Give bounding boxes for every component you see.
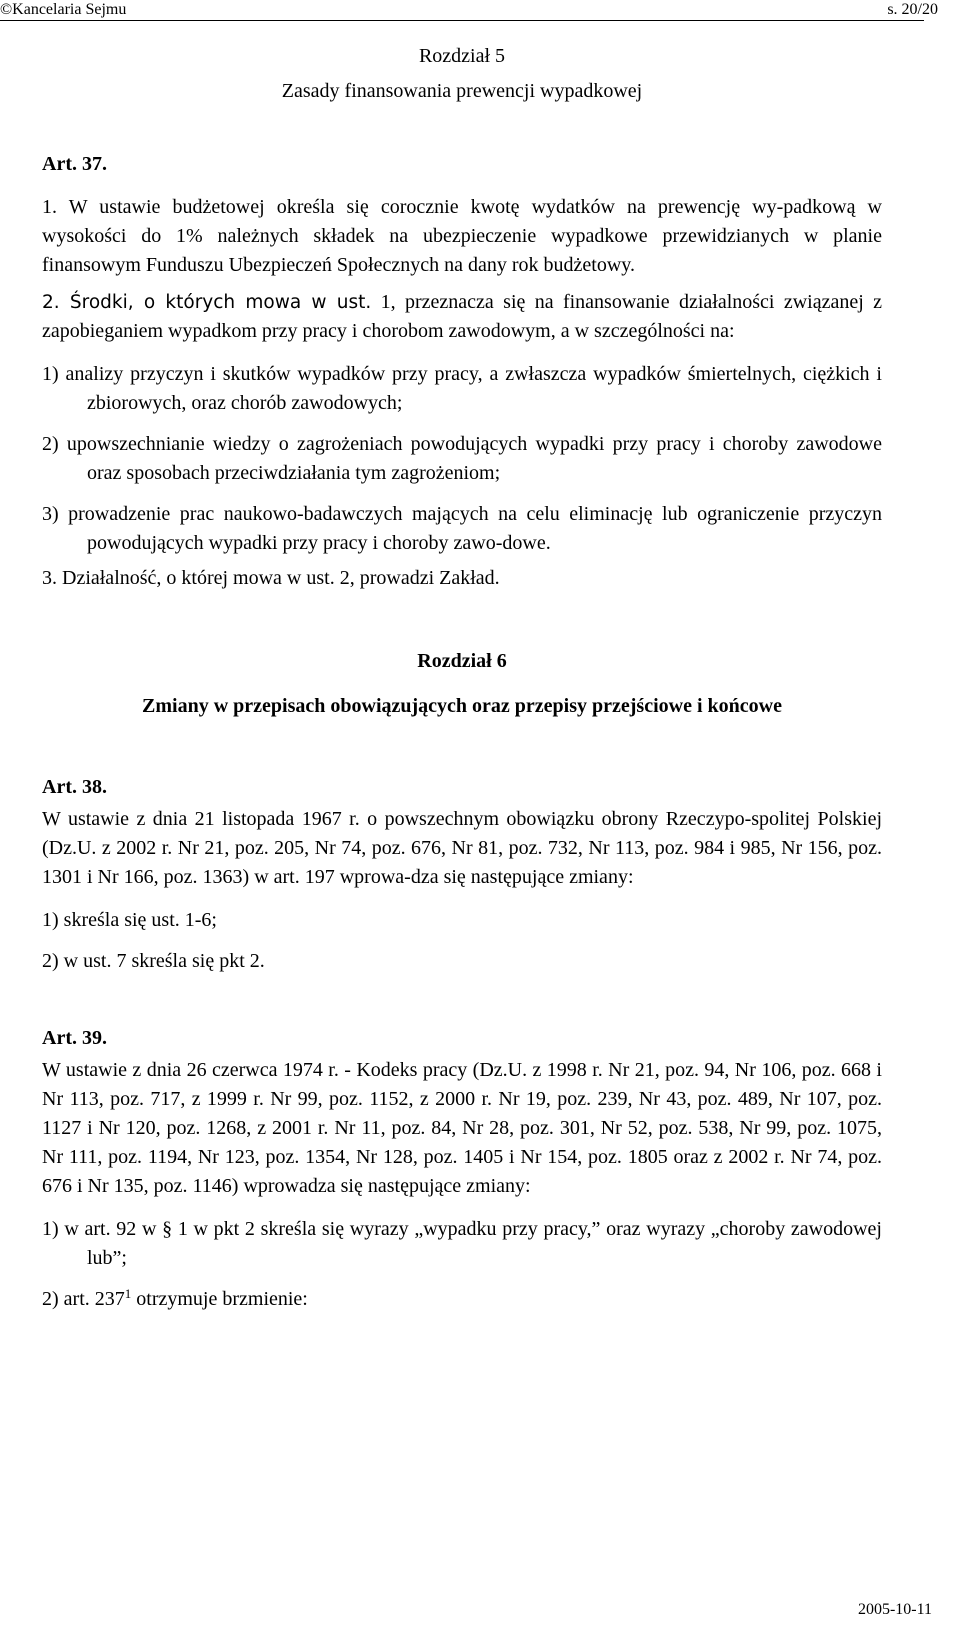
article-39-label: Art. 39. xyxy=(42,1027,107,1049)
article-37 xyxy=(42,150,882,593)
article-38-item-2: 2) w ust. 7 skreśla się pkt 2. xyxy=(42,950,265,972)
header-source: ©Kancelaria Sejmu xyxy=(0,1,127,18)
chapter-6-title: Zmiany w przepisach obowiązujących oraz przepisy przejściowe i końcowe xyxy=(142,695,782,717)
article-38-text: W ustawie z dnia 21 listopada 1967 r. o powszechnym obowiązku obrony Rzeczypo-spolitej Polskiej (Dz.U. z 2002 r. Nr 21, poz. 205, Nr 74, poz. 676, Nr 81, poz. 732, Nr 113, poz. 984 i 985, Nr 156, poz. 1301 i Nr 166, poz. 1363) w art. 197 wprowa-dza się następujące zmiany: xyxy=(42,808,882,888)
chapter-6-label: Rozdział 6 xyxy=(417,650,507,672)
article-37-item-2: 2) upowszechnianie wiedzy o zagrożeniach powodujących wypadki przy pracy i choroby zawodowe oraz sposobach przeciwdziałania tym zagrożeniom; xyxy=(42,433,882,484)
article-39-item-1: 1) w art. 92 w § 1 w pkt 2 skreśla się wyrazy „wypadku przy pracy,” oraz wyrazy „choroby zawodowej lub”; xyxy=(42,1218,882,1269)
article-37-paragraph-2 xyxy=(42,288,882,346)
chapter-6 xyxy=(42,647,882,721)
article-37-paragraph-1: 1. W ustawie budżetowej określa się corocznie kwotę wydatków na prewencję wy-padkową w wysokości do 1% należnych składek na ubezpieczenie wypadkowe przewidzianych w planie finansowym Funduszu Ubezpieczeń Społecznych na dany rok budżetowy. xyxy=(42,196,882,276)
article-37-item-1: 1) analizy przyczyn i skutków wypadków przy pracy, a zwłaszcza wypadków śmiertelnych, ciężkich i zbiorowych, oraz chorób zawodowych; xyxy=(42,363,882,414)
article-39-item-2-end: otrzymuje brzmienie: xyxy=(131,1288,308,1310)
header-page-number: s. 20/20 xyxy=(887,1,938,18)
chapter-5 xyxy=(42,42,882,106)
chapter-5-title: Zasady finansowania prewencji wypadkowej xyxy=(281,80,643,102)
article-37-paragraph-3: 3. Działalność, o której mowa w ust. 2, prowadzi Zakład. xyxy=(42,567,500,589)
chapter-5-label: Rozdział 5 xyxy=(418,45,506,67)
article-39-item-2 xyxy=(42,1285,882,1314)
article-39-item-2-start: 2) art. 237 xyxy=(42,1288,125,1310)
article-39-item-2-superscript: 1 xyxy=(124,1286,132,1301)
article-37-label: Art. 37. xyxy=(42,153,107,175)
article-39 xyxy=(42,1024,882,1314)
article-38-label: Art. 38. xyxy=(42,776,107,798)
header-rule xyxy=(0,20,924,21)
article-37-item-3: 3) prowadzenie prac naukowo-badawczych mających na celu eliminację lub ograniczenie przyczyn powodujących wypadki przy pracy i choroby zawo-dowe. xyxy=(42,503,882,554)
article-37-paragraph-2-start: 2. Środki, o których mowa w ust. xyxy=(42,292,372,313)
document-body xyxy=(42,40,882,1314)
footer-date: 2005-10-11 xyxy=(857,1601,932,1618)
article-38 xyxy=(42,773,882,976)
article-39-text: W ustawie z dnia 26 czerwca 1974 r. - Kodeks pracy (Dz.U. z 1998 r. Nr 21, poz. 94, Nr 106, poz. 668 i Nr 113, poz. 717, z 1999 r. Nr 99, poz. 1152, z 2000 r. Nr 19, poz. 239, Nr 43, poz. 489, Nr 107, poz. 1127 i Nr 120, poz. 1268, z 2001 r. Nr 11, poz. 84, Nr 28, poz. 301, Nr 52, poz. 538, Nr 99, poz. 1075, Nr 111, poz. 1194, Nr 123, poz. 1354, Nr 128, poz. 1405 i Nr 154, poz. 1805 oraz z 2002 r. Nr 74, poz. 676 i Nr 135, poz. 1146) wprowadza się następujące zmiany: xyxy=(42,1059,882,1197)
article-38-item-1: 1) skreśla się ust. 1-6; xyxy=(42,909,217,931)
article-37-paragraph-2-rest: 1, przeznacza się na finansowanie działalności związanej z zapobieganiem wypadkom przy pracy i chorobom zawodowym, a w szczególności na: xyxy=(42,291,882,342)
